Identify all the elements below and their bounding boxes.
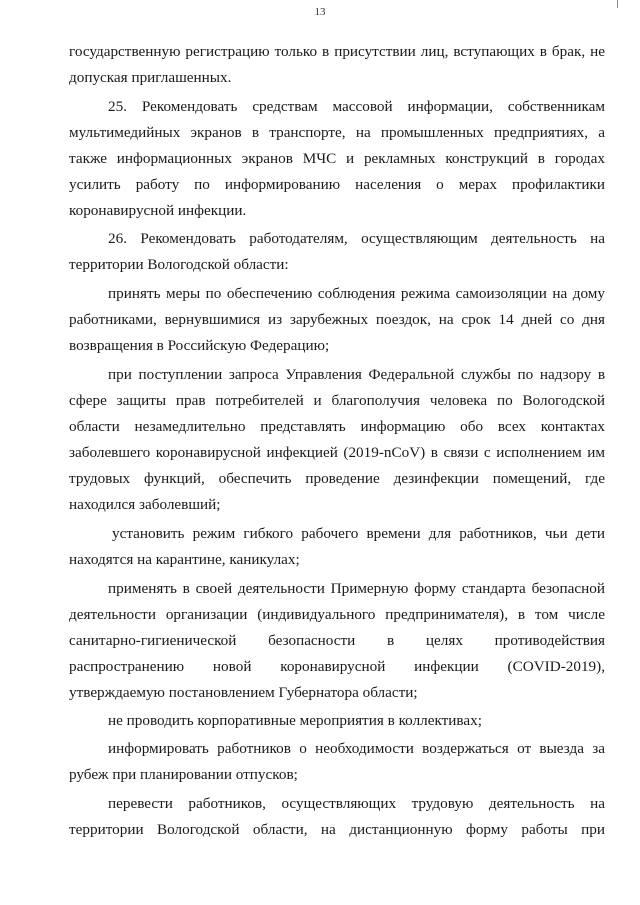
text-line: государственную регистрацию только в присутствии лиц, вступающих в брак, не [69, 44, 605, 60]
text-line: коронавирусной инфекции. [69, 202, 247, 219]
text-line: допуская приглашенных. [69, 69, 232, 86]
text-line: при поступлении запроса Управления Федеральной службы по надзору в [108, 367, 605, 383]
text-line: возвращения в Российскую Федерацию; [69, 337, 330, 354]
text-line: применять в своей деятельности Примерную форму стандарта безопасной [108, 581, 605, 597]
text-line: установить режим гибкого рабочего времени для работников, чьи дети [112, 526, 605, 542]
text-line: территории Вологодской области: [69, 256, 289, 273]
text-line: территории Вологодской области, на дистанционную форму работы при [69, 822, 605, 838]
text-line: мультимедийных экранов в транспорте, на промышленных предприятиях, а [69, 125, 605, 141]
text-line: 26. Рекомендовать работодателям, осуществляющим деятельность на [108, 231, 605, 247]
text-line: деятельности организации (индивидуального предпринимателя), в том числе [69, 607, 605, 623]
text-line: находятся на карантине, каникулах; [69, 551, 300, 568]
text-line: перевести работников, осуществляющих трудовую деятельность на [108, 796, 605, 812]
text-line: санитарно-гигиенической безопасности в целях противодействия [69, 633, 605, 649]
text-line: работниками, вернувшимися из зарубежных поездок, на срок 14 дней со дня [69, 312, 605, 328]
page-number: 13 [314, 6, 326, 18]
text-line: усилить работу по информированию населения о мерах профилактики [69, 177, 605, 193]
text-line: распространению новой коронавирусной инфекции (COVID-2019), [69, 659, 605, 675]
text-line: сфере защиты прав потребителей и благополучия человека по Вологодской [69, 393, 605, 409]
text-line: также информационных экранов МЧС и рекламных конструкций в городах [69, 151, 605, 167]
text-line: находился заболевший; [69, 496, 221, 513]
text-line: трудовых функций, обеспечить проведение дезинфекции помещений, где [69, 471, 605, 487]
text-line: 25. Рекомендовать средствам массовой информации, собственникам [108, 99, 605, 115]
text-line: рубеж при планировании отпусков; [69, 766, 298, 783]
text-line: не проводить корпоративные мероприятия в коллективах; [108, 712, 482, 729]
scan-mark [617, 0, 618, 8]
text-line: принять меры по обеспечению соблюдения режима самоизоляции на дому [108, 286, 605, 302]
text-line: заболевшего коронавирусной инфекцией (2019-nCoV) в связи с исполнением им [69, 445, 605, 461]
text-line: утверждаемую постановлением Губернатора области; [69, 684, 418, 701]
text-line: информировать работников о необходимости воздержаться от выезда за [108, 741, 605, 757]
text-line: области незамедлительно представлять информацию обо всех контактах [69, 419, 605, 435]
